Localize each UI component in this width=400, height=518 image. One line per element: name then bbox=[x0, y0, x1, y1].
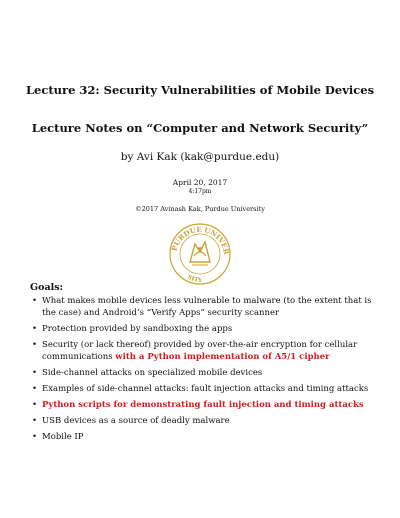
goal-text: Examples of side-channel attacks: fault injection attacks and timing attacks bbox=[42, 384, 369, 394]
goal-item bbox=[32, 295, 376, 319]
goal-item bbox=[32, 431, 376, 443]
goal-item bbox=[32, 339, 376, 363]
goals-heading: Goals: bbox=[30, 282, 64, 293]
goal-item bbox=[32, 415, 376, 427]
goal-text: Protection provided by sandboxing the apps bbox=[42, 324, 233, 334]
date: April 20, 2017 bbox=[172, 178, 228, 187]
copyright: ©2017 Avinash Kak, Purdue University bbox=[135, 205, 265, 213]
lecture-title: Lecture 32: Security Vulnerabilities of Mobile Devices bbox=[25, 83, 375, 97]
goal-highlight: Python scripts for demonstrating fault injection and timing attacks bbox=[42, 400, 364, 410]
svg-text:SITY: SITY bbox=[186, 273, 203, 285]
goal-text: Mobile IP bbox=[42, 432, 84, 442]
goal-item bbox=[32, 367, 376, 379]
goal-text: Security (or lack thereof) provided by over-the-air encryption for cellular communications bbox=[42, 340, 358, 362]
svg-text:PURDUE: PURDUE bbox=[169, 224, 202, 253]
goal-highlight: with a Python implementation of A5/1 cipher bbox=[115, 352, 330, 362]
goal-item bbox=[32, 399, 376, 411]
goals-list bbox=[32, 295, 376, 447]
goal-text: Side-channel attacks on specialized mobile devices bbox=[42, 368, 263, 378]
author-line: by Avi Kak (kak@purdue.edu) bbox=[120, 151, 280, 163]
time: 4:17pm bbox=[188, 188, 212, 195]
svg-text:UNIVER: UNIVER bbox=[203, 225, 232, 256]
lecture-notes-title: Lecture Notes on “Computer and Network Security” bbox=[31, 121, 369, 135]
goal-item bbox=[32, 323, 376, 335]
purdue-seal-icon bbox=[168, 222, 232, 286]
goal-item bbox=[32, 383, 376, 395]
goal-text: USB devices as a source of deadly malware bbox=[42, 416, 230, 426]
goal-text: What makes mobile devices less vulnerable to malware (to the extent that is the case) and Android’s “Verify Apps” security scanner bbox=[42, 296, 372, 318]
